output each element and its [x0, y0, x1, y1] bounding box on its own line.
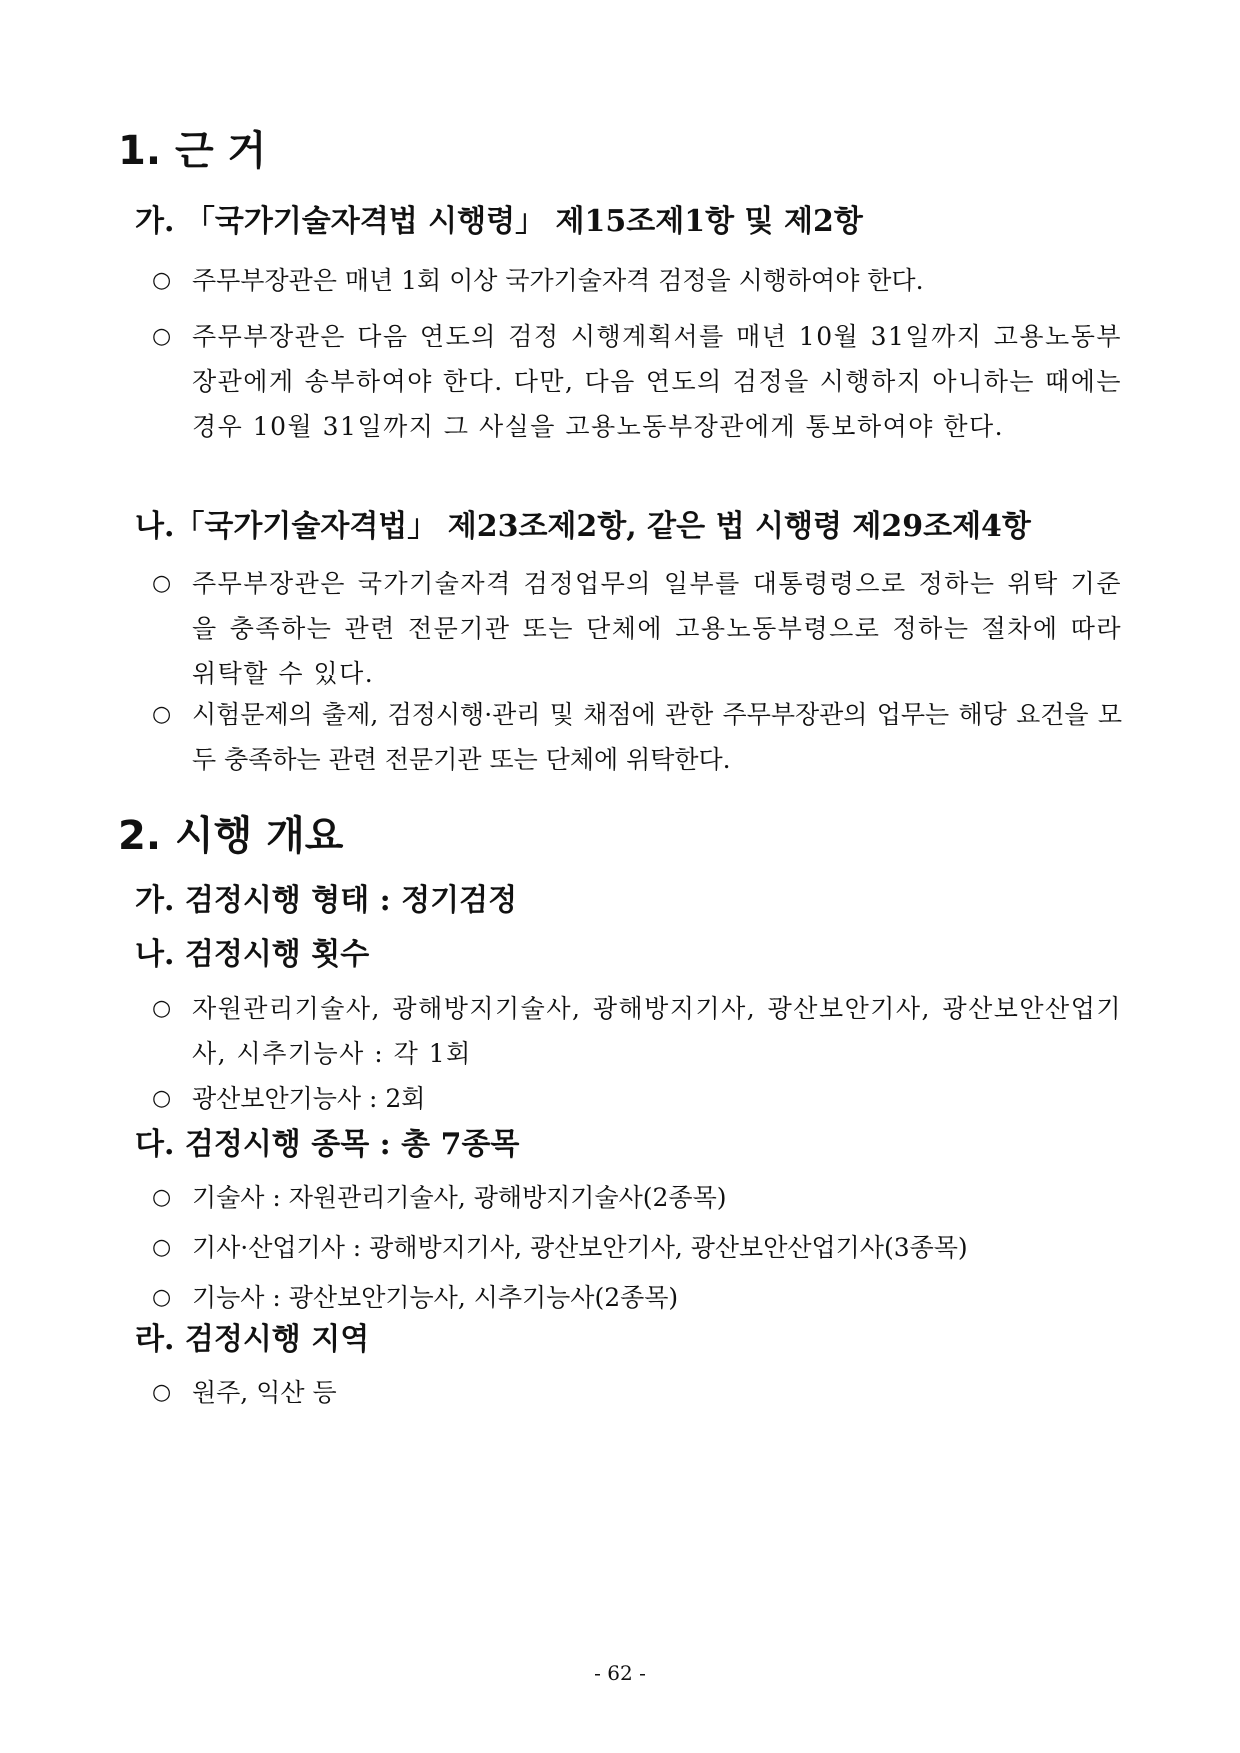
section-2-sub-d-title: 라. 검정시행 지역 [135, 1322, 370, 1357]
bullet-circle-icon: ○ [152, 1086, 172, 1111]
section-1-sub-b-title: 나.「국가기술자격법」 제23조제2항, 같은 법 시행령 제29조제4항 [135, 509, 1031, 544]
bullet-circle-icon: ○ [152, 1380, 172, 1405]
list-item [152, 1370, 1122, 1415]
list-item-text: 시험문제의 출제, 검정시행·관리 및 채점에 관한 주무부장관의 업무는 해당 요건을 모두 충족하는 관련 전문기관 또는 단체에 위탁한다. [192, 700, 1122, 774]
list-item [152, 314, 1122, 449]
list-item-text: 광산보안기능사 : 2회 [192, 1084, 426, 1113]
section-1-title: 1. 근 거 [118, 128, 267, 174]
bullet-circle-icon: ○ [152, 1285, 172, 1310]
list-item-text: 원주, 익산 등 [192, 1378, 337, 1407]
list-item-text: 주무부장관은 매년 1회 이상 국가기술자격 검정을 시행하여야 한다. [192, 266, 924, 295]
list-item [152, 1225, 1122, 1270]
section-2-title: 2. 시행 개요 [118, 813, 344, 859]
bullet-circle-icon: ○ [152, 324, 172, 349]
page-number: - 62 - [594, 1661, 646, 1685]
list-item-text: 기술사 : 자원관리기술사, 광해방지기술사(2종목) [192, 1183, 727, 1212]
list-item [152, 561, 1122, 696]
section-2-sub-b-title: 나. 검정시행 횟수 [135, 937, 370, 972]
bullet-circle-icon: ○ [152, 571, 172, 596]
list-item [152, 1175, 1122, 1220]
bullet-circle-icon: ○ [152, 1185, 172, 1210]
list-item [152, 692, 1122, 782]
list-item-text: 기능사 : 광산보안기능사, 시추기능사(2종목) [192, 1283, 679, 1312]
bullet-circle-icon: ○ [152, 268, 172, 293]
list-item-text: 기사·산업기사 : 광해방지기사, 광산보안기사, 광산보안산업기사(3종목) [192, 1233, 968, 1262]
section-2-sub-a-title: 가. 검정시행 형태 : 정기검정 [135, 883, 518, 918]
list-item [152, 1275, 1122, 1320]
list-item [152, 258, 1122, 303]
list-item [152, 1076, 1122, 1121]
list-item [152, 986, 1122, 1076]
section-2-sub-c-title: 다. 검정시행 종목 : 총 7종목 [135, 1127, 520, 1162]
bullet-circle-icon: ○ [152, 1235, 172, 1260]
section-1-sub-a-title: 가. 「국가기술자격법 시행령」 제15조제1항 및 제2항 [135, 204, 863, 239]
bullet-circle-icon: ○ [152, 702, 172, 727]
bullet-circle-icon: ○ [152, 996, 172, 1021]
list-item-text: 주무부장관은 국가기술자격 검정업무의 일부를 대통령령으로 정하는 위탁 기준을 충족하는 관련 전문기관 또는 단체에 고용노동부령으로 정하는 절차에 따라 위탁할 수 있다. [192, 569, 1122, 688]
list-item-text: 자원관리기술사, 광해방지기술사, 광해방지기사, 광산보안기사, 광산보안산업기사, 시추기능사 : 각 1회 [192, 994, 1122, 1068]
list-item-text: 주무부장관은 다음 연도의 검정 시행계획서를 매년 10월 31일까지 고용노동부장관에게 송부하여야 한다. 다만, 다음 연도의 검정을 시행하지 아니하는 때에는 경우 10월 31일까지 그 사실을 고용노동부장관에게 통보하여야 한다. [192, 322, 1122, 441]
